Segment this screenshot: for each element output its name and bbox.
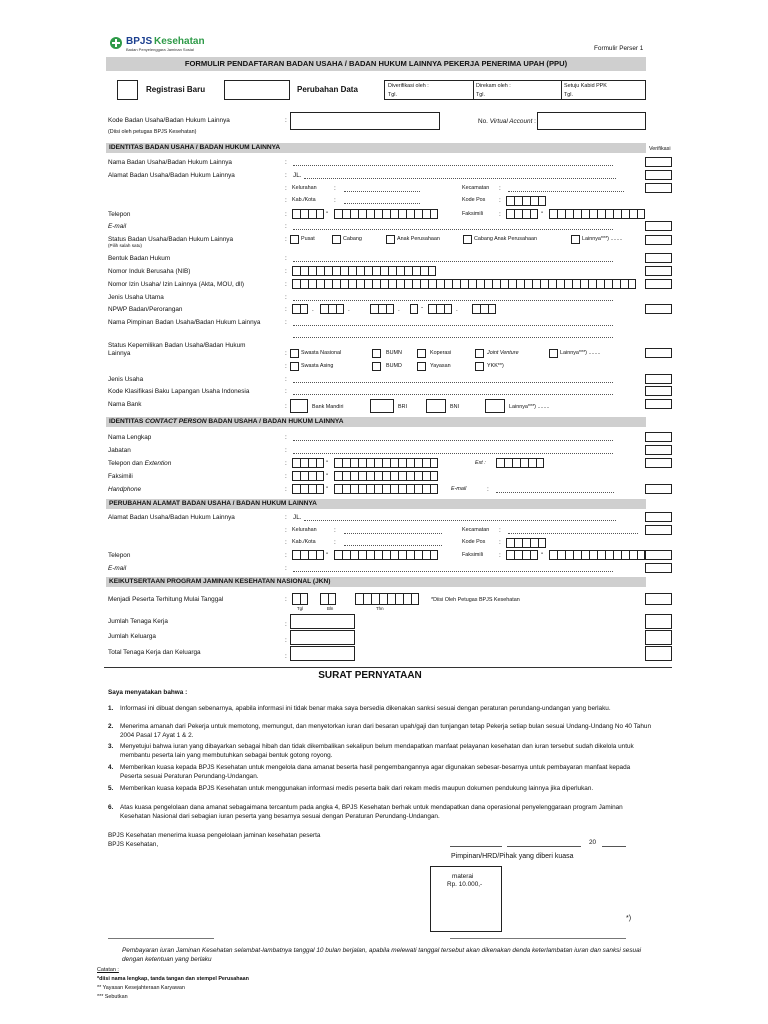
pa-alamat-label: Alamat Badan Usaha/Badan Hukum Lainnya [108, 514, 235, 521]
cp-faks-area-digits[interactable] [292, 471, 324, 481]
statement-title: SURAT PERNYATAAN [318, 670, 422, 681]
own-jv-checkbox[interactable] [475, 349, 484, 358]
statement-item-6-num: 6. [108, 804, 114, 811]
bank-mandiri-label: Bank Mandiri [312, 404, 344, 410]
alamat-line[interactable] [304, 173, 616, 179]
status-cabang-label: Cabang [343, 236, 362, 242]
footer-note: Pembayaran iuran Jaminan Kesehatan selambat-lambatnya tanggal 10 bulan berjalan, apabila melewati tanggal tersebut akan dikenakan denda keterlambatan iuran dan sanksi sesuai dengan ketentuan yang berlaku [122, 947, 642, 963]
cp-email-line[interactable] [496, 487, 614, 493]
statement-intro: Saya menyatakan bahwa : [108, 689, 188, 696]
dash: - [326, 458, 329, 465]
dash: - [541, 550, 544, 557]
colon: : [285, 527, 287, 534]
pimpinan-line[interactable] [293, 320, 613, 326]
logo-name-2: Kesehatan [154, 36, 205, 47]
kabkota-label: Kab./Kota [292, 197, 316, 203]
verif-box-19[interactable] [645, 525, 672, 535]
npwp-dot: . [312, 306, 314, 313]
status-lainnya-label: Lainnya***) ........ [582, 236, 623, 242]
verif-box-21[interactable] [645, 563, 672, 573]
npwp-digits-4[interactable] [410, 304, 418, 314]
setuju-tgl: Tgl. [564, 92, 573, 98]
statement-item-4-num: 4. [108, 764, 114, 771]
kode-note: (Diisi oleh petugas BPJS Kesehatan) [108, 129, 197, 135]
statement-item-2-text: Menerima amanah dari Pekerja untuk memotong, memungut, dan menyetorkan iuran dari besaran upah/gaji dan tunjangan tetap Pekerja setiap bulan sesuai Undang-Undang No 40 Tahun 2004 Pasal 17 Ayat 1 & 2. [120, 723, 651, 739]
email-label: E-mail [108, 223, 127, 230]
verif-box-11[interactable] [645, 374, 672, 384]
catatan-note-2: ** Yayasan Kesejahteraan Karyawan [97, 985, 185, 991]
own-bumd-label: BUMD [386, 363, 402, 369]
pa-alamat-line[interactable] [304, 515, 616, 521]
kodepos-digits[interactable] [506, 196, 546, 206]
status-label: Status Badan Usaha/Badan Hukum Lainnya [108, 236, 234, 243]
verif-box-18[interactable] [645, 512, 672, 522]
kepemilikan-label: Status Kepemilikan Badan Usaha/Badan Hukum [108, 342, 246, 349]
statement-item-5-text: Memberikan kuasa kepada BPJS Kesehatan untuk menggunakan informasi medis peserta baik dari rekam medis maupun dokumen pendukung lainnya jika diperlukan. [120, 785, 594, 792]
colon: : [285, 159, 287, 166]
va-prefix: No. [478, 118, 488, 125]
statement-item-2-num: 2. [108, 723, 114, 730]
own-jv-label: Joint Venture [487, 350, 519, 356]
verif-box-3[interactable] [645, 183, 672, 193]
verif-box-15[interactable] [645, 445, 672, 455]
npwp-dot: . [348, 306, 350, 313]
kode-colon: : [285, 117, 287, 124]
verif-box-10[interactable] [645, 348, 672, 358]
colon: : [334, 527, 336, 534]
status-note: (Pilih salah satu) [108, 243, 142, 248]
statement-item-5-num: 5. [108, 785, 114, 792]
statement-item-3-text: Menyetujui bahwa iuran yang dibayarkan sebagai hibah dan tidak dikembalikan sekalipun belum mendapatkan manfaat pelayanan kesehatan dan iuran tersebut sudah dikelola untuk membantu peserta lain yang membutuhkan sebagai bentuk gotong royong. [120, 743, 634, 759]
colon: : [285, 447, 287, 454]
verif-box-16[interactable] [645, 458, 672, 468]
colon: : [285, 172, 287, 179]
telepon-area-digits[interactable] [292, 209, 324, 219]
colon: : [285, 653, 287, 660]
diverifikasi-label: Diverifikasi oleh : [388, 83, 429, 89]
own-swasta-nasional-checkbox[interactable] [290, 349, 299, 358]
jkn-diisi-note: *Diisi Oleh Petugas BPJS Kesehatan [431, 597, 520, 603]
bank-bni-checkbox[interactable] [426, 399, 446, 413]
virtual-account-field[interactable] [537, 112, 646, 130]
cp-handphone-label: Handphone [108, 486, 142, 493]
nama-bu-label: Nama Badan Usaha/Badan Hukum Lainnya [108, 159, 232, 166]
colon: : [285, 486, 287, 493]
verif-box-23[interactable] [645, 614, 672, 629]
section-jkn-title: KEIKUTSERTAAN PROGRAM JAMINAN KESEHATAN NASIONAL (JKN) [106, 577, 646, 587]
own-koperasi-checkbox[interactable] [417, 349, 426, 358]
colon: : [285, 236, 287, 243]
statement-item-5 [108, 784, 653, 793]
pa-telepon-digits[interactable] [334, 550, 438, 560]
kode-label: Kode Badan Usaha/Badan Hukum Lainnya [108, 117, 230, 124]
nama-bu-line[interactable] [293, 160, 613, 166]
bank-bni-label: BNI [450, 404, 459, 410]
dash: - [541, 209, 544, 216]
colon: : [499, 539, 501, 546]
bank-bri-checkbox[interactable] [370, 399, 394, 413]
verif-box-25[interactable] [645, 646, 672, 661]
jenis-usaha-line[interactable] [293, 377, 613, 383]
kelurahan-label: Kelurahan [292, 185, 317, 191]
jkn-total-label: Total Tenaga Kerja dan Keluarga [108, 649, 201, 656]
cp-email-label: E-mail [451, 486, 467, 492]
bpjs-kesehatan-text: BPJS Kesehatan, [108, 841, 159, 848]
status-anak-checkbox[interactable] [386, 235, 395, 244]
faksimili-label: Faksimili [462, 211, 483, 217]
own-koperasi-label: Koperasi [430, 350, 452, 356]
materai-value: Rp. 10.000,- [447, 881, 483, 888]
statement-item-6-text: Atas kuasa pengelolaan dana amanat sebagaimana tercantum pada angka 4, BPJS Kesehatan berhak untuk mendapatkan dana operasional penyelenggaraan program Jaminan Kesehatan Nasional dari sebagian iuran peserta yang besarnya sesuai dengan Peraturan Perundang-Undangan. [120, 804, 623, 820]
own-bumd-checkbox[interactable] [372, 362, 381, 371]
jkn-keluarga-label: Jumlah Keluarga [108, 633, 156, 640]
direkam-label: Direkam oleh : [476, 83, 511, 89]
status-cabang-anak-checkbox[interactable] [463, 235, 472, 244]
verif-box-14[interactable] [645, 432, 672, 442]
diverifikasi-tgl: Tgl. [388, 92, 397, 98]
status-pusat-checkbox[interactable] [290, 235, 299, 244]
pimpinan-line-2[interactable] [293, 332, 613, 338]
kecamatan-label: Kecamatan [462, 185, 490, 191]
verif-box-7[interactable] [645, 266, 672, 276]
dash: - [326, 550, 329, 557]
colon: : [285, 434, 287, 441]
npwp-label: NPWP Badan/Perorangan [108, 306, 183, 313]
dash: - [326, 471, 329, 478]
logo-name: BPJS [126, 36, 153, 47]
va-text: Virtual Account [489, 118, 533, 125]
jkn-total-field[interactable] [290, 646, 355, 661]
date-line [507, 846, 581, 847]
section-identitas-title: IDENTITAS BADAN USAHA / BADAN HUKUM LAINNYA [106, 143, 646, 153]
logo-tagline: Badan Penyelenggara Jaminan Sosial [126, 47, 194, 52]
colon: : [285, 350, 287, 357]
colon: : [285, 306, 287, 313]
pa-telepon-area-digits[interactable] [292, 550, 324, 560]
cp-telepon-label-b: Extention [144, 460, 172, 467]
bpjs-kuasa-text: BPJS Kesehatan menerima kuasa pengelolaan jaminan kesehatan peserta [108, 832, 321, 839]
catatan-label: Catatan : [97, 967, 119, 973]
jkn-tgl-digits[interactable] [292, 593, 308, 605]
bpjs-logo-icon [108, 36, 124, 50]
verif-box-6[interactable] [645, 253, 672, 263]
own-yayasan-checkbox[interactable] [417, 362, 426, 371]
company-signature-line [450, 938, 626, 939]
statement-item-1-num: 1. [108, 705, 114, 712]
npwp-digits-2[interactable] [320, 304, 344, 314]
colon: : [285, 460, 287, 467]
cp-ext-label: Ext : [475, 460, 486, 466]
statement-item-6 [108, 803, 653, 821]
own-ykk-label: YKK**) [487, 363, 504, 369]
own-lainnya-label: Lainnya***) ........ [560, 350, 601, 356]
own-bumn-checkbox[interactable] [372, 349, 381, 358]
cp-nama-label: Nama Lengkap [108, 434, 152, 441]
pa-kabkota-line[interactable] [344, 540, 442, 546]
year-label: 20 [589, 839, 597, 846]
cp-telepon-digits[interactable] [334, 458, 438, 468]
jkn-tenaga-field[interactable] [290, 614, 355, 629]
colon: : [499, 552, 501, 559]
cp-hp-area-digits[interactable] [292, 484, 324, 494]
verification-table [384, 80, 646, 100]
jl-label: JL. [293, 172, 302, 179]
materai-label: materai [452, 873, 474, 880]
colon: : [285, 197, 287, 204]
verif-box-13[interactable] [645, 399, 672, 409]
kbli-label: Kode Klasifikasi Baku Lapangan Usaha Indonesia [108, 388, 250, 395]
npwp-dot: . [398, 306, 400, 313]
colon: : [285, 281, 287, 288]
perubahan-data-checkbox[interactable] [224, 80, 290, 100]
status-lainnya-checkbox[interactable] [571, 235, 580, 244]
cp-telepon-area-digits[interactable] [292, 458, 324, 468]
verif-box-2[interactable] [645, 170, 672, 180]
jkn-tenaga-label: Jumlah Tenaga Kerja [108, 618, 168, 625]
izin-label: Nomor Izin Usaha/ Izin Lainnya (Akta, MOU, dll) [108, 281, 245, 288]
va-label: No. Virtual Account : [478, 118, 536, 125]
verif-box-20[interactable] [645, 550, 672, 560]
colon: : [285, 596, 287, 603]
dash: - [326, 209, 329, 216]
verif-box-8[interactable] [645, 279, 672, 289]
npwp-digits-1[interactable] [292, 304, 308, 314]
bentuk-label: Bentuk Badan Hukum [108, 255, 171, 262]
cp-nama-line[interactable] [293, 435, 613, 441]
catatan-note-1: *diisi nama lengkap, tanda tangan dan stempel Perusahaan [97, 976, 249, 982]
jkn-bln-label: Bln [327, 606, 334, 611]
pa-kabkota-label: Kab./Kota [292, 539, 316, 545]
jkn-bln-digits[interactable] [320, 593, 336, 605]
kecamatan-line[interactable] [508, 186, 624, 192]
cp-faksimili-label: Faksimili [108, 473, 133, 480]
jkn-peserta-label: Menjadi Peserta Terhitung Mulai Tanggal [108, 596, 224, 603]
colon: : [285, 514, 287, 521]
status-anak-label: Anak Perusahaan [397, 236, 440, 242]
form-code: Formulir Perser 1 [594, 45, 644, 52]
colon: : [285, 319, 287, 326]
section-contact-title [106, 417, 646, 427]
place-line [450, 846, 502, 847]
setuju-label: Setuju Kabid PPK [564, 83, 607, 89]
nib-label: Nomor Induk Berusaha (NIB) [108, 268, 191, 275]
verif-box-12[interactable] [645, 386, 672, 396]
registrasi-baru-label: Registrasi Baru [146, 85, 206, 94]
verif-box-4[interactable] [645, 221, 672, 231]
colon: : [499, 527, 501, 534]
pa-faks-area-digits[interactable] [506, 550, 538, 560]
faks-area-digits[interactable] [506, 209, 538, 219]
bank-label: Nama Bank [108, 401, 142, 408]
colon: : [285, 185, 287, 192]
kode-field[interactable] [290, 112, 440, 130]
statement-item-3 [108, 742, 653, 760]
colon: : [285, 388, 287, 395]
perubahan-data-label: Perubahan Data [297, 85, 358, 94]
colon: : [285, 363, 287, 370]
statement-item-1 [108, 704, 653, 713]
npwp-digits-3[interactable] [370, 304, 394, 314]
own-swasta-asing-label: Swasta Asing [301, 363, 334, 369]
cp-ext-digits[interactable] [496, 458, 544, 468]
verif-box-22[interactable] [645, 593, 672, 605]
pa-email-line[interactable] [293, 566, 613, 572]
year-line [602, 846, 626, 847]
telepon-digits[interactable] [334, 209, 438, 219]
npwp-dot: . [456, 306, 458, 313]
pa-kodepos-label: Kode Pos [462, 539, 486, 545]
own-lainnya-checkbox[interactable] [549, 349, 558, 358]
colon: : [285, 473, 287, 480]
verif-box-9[interactable] [645, 304, 672, 314]
bank-bri-label: BRI [398, 404, 407, 410]
colon: : [285, 552, 287, 559]
status-cabang-anak-label: Cabang Anak Perusahaan [474, 236, 537, 242]
catatan-note-3: *** Sebutkan [97, 994, 128, 1000]
form-title: FORMULIR PENDAFTARAN BADAN USAHA / BADAN HUKUM LAINNYA PEKERJA PENERIMA UPAH (PPU) [106, 57, 646, 71]
npwp-digits-5[interactable] [428, 304, 452, 314]
verif-box-1[interactable] [645, 157, 672, 167]
jkn-keluarga-field[interactable] [290, 630, 355, 645]
direkam-tgl: Tgl. [476, 92, 485, 98]
jkn-thn-digits[interactable] [355, 593, 419, 605]
colon: : [334, 185, 336, 192]
jenis-usaha-label: Jenis Usaha [108, 376, 144, 383]
verif-box-17[interactable] [645, 484, 672, 494]
colon: : [285, 539, 287, 546]
colon: : [285, 211, 287, 218]
kodepos-label: Kode Pos [462, 197, 486, 203]
colon: : [334, 539, 336, 546]
pa-kelurahan-line[interactable] [344, 528, 442, 534]
jkn-thn-label: Thn [376, 606, 384, 611]
own-swasta-nasional-label: Swasta Nasional [301, 350, 342, 356]
cp-telepon-label [108, 460, 171, 467]
dash: - [326, 484, 329, 491]
cp-jabatan-line[interactable] [293, 448, 613, 454]
statement-item-4-text: Memberikan kuasa kepada BPJS Kesehatan untuk mengelola dana amanat beserta hasil pengembangannya agar digunakan sebesar-besarnya untuk pembayaran manfaat kepada Peserta sesuai Peraturan Perundang-Undangan. [120, 764, 631, 780]
alamat-label: Alamat Badan Usaha/Badan Hukum Lainnya [108, 172, 235, 179]
pimpinan-label: Pimpinan/HRD/Pihak yang diberi kuasa [451, 853, 574, 860]
verif-box-24[interactable] [645, 630, 672, 645]
pa-jl-label: JL. [293, 514, 302, 521]
pimpinan-label: Nama Pimpinan Badan Usaha/Badan Hukum Lainnya [108, 319, 261, 326]
colon: : [499, 185, 501, 192]
npwp-digits-6[interactable] [472, 304, 496, 314]
section-perubahan-title: PERUBAHAN ALAMAT BADAN USAHA / BADAN HUKUM LAINNYA [106, 499, 646, 509]
bank-lainnya-label: Lainnya***) ........ [509, 404, 550, 410]
telepon-label: Telepon [108, 211, 131, 218]
statement-item-4 [108, 763, 653, 781]
colon: : [487, 486, 489, 493]
status-cabang-checkbox[interactable] [332, 235, 341, 244]
verifikasi-label: Verifikasi [649, 146, 671, 152]
jkn-tgl-label: Tgl [297, 606, 304, 611]
bpjs-logo [108, 36, 228, 52]
bentuk-line[interactable] [293, 256, 613, 262]
colon: : [499, 211, 501, 218]
section-contact-title-b: CONTACT PERSON [145, 418, 207, 425]
kabkota-line[interactable] [344, 198, 420, 204]
own-bumn-label: BUMN [386, 350, 402, 356]
bank-lainnya-checkbox[interactable] [485, 399, 505, 413]
bank-mandiri-checkbox[interactable] [290, 399, 308, 413]
signature-star: *) [626, 915, 632, 922]
kelurahan-line[interactable] [344, 186, 420, 192]
colon: : [334, 197, 336, 204]
pa-kecamatan-line[interactable] [508, 528, 638, 534]
pa-kodepos-digits[interactable] [506, 538, 546, 548]
verif-box-5[interactable] [645, 235, 672, 245]
statement-divider [104, 667, 672, 668]
cp-jabatan-label: Jabatan [108, 447, 131, 454]
cp-hp-digits[interactable] [334, 484, 438, 494]
colon: : [285, 565, 287, 572]
izin-digits[interactable] [292, 279, 636, 289]
email-line[interactable] [293, 224, 613, 230]
kepemilikan-label-2: Lainnya [108, 350, 131, 357]
jenis-utama-label: Jenis Usaha Utama [108, 294, 164, 301]
colon: : [285, 637, 287, 644]
colon: : [499, 197, 501, 204]
pa-kelurahan-label: Kelurahan [292, 527, 317, 533]
section-contact-title-c: BADAN USAHA / BADAN HUKUM LAINNYA [208, 418, 344, 425]
colon: : [285, 621, 287, 628]
colon: : [285, 403, 287, 410]
colon: : [285, 376, 287, 383]
pa-email-label: E-mail [108, 565, 127, 572]
colon: : [285, 223, 287, 230]
nib-digits[interactable] [292, 266, 436, 276]
section-contact-title-a: IDENTITAS [109, 418, 144, 425]
kbli-line[interactable] [293, 389, 613, 395]
cp-faks-digits[interactable] [334, 471, 438, 481]
pa-kecamatan-label: Kecamatan [462, 527, 490, 533]
npwp-dash: - [421, 304, 424, 311]
own-ykk-checkbox[interactable] [475, 362, 484, 371]
cp-telepon-label-a: Telepon dan [108, 460, 143, 467]
colon: : [285, 294, 287, 301]
jenis-utama-line[interactable] [293, 295, 613, 301]
faks-digits[interactable] [549, 209, 645, 219]
own-swasta-asing-checkbox[interactable] [290, 362, 299, 371]
pa-faksimili-label: Faksimili [462, 552, 483, 558]
statement-item-1-text: Informasi ini dibuat dengan sebenarnya, apabila informasi ini tidak benar maka saya bersedia dikenakan sanksi sesuai dengan peraturan perundang-undangan yang berlaku. [120, 705, 611, 712]
status-pusat-label: Pusat [301, 236, 315, 242]
pa-telepon-label: Telepon [108, 552, 131, 559]
statement-item-3-num: 3. [108, 743, 114, 750]
bpjs-signature-line [108, 938, 214, 939]
colon: : [285, 268, 287, 275]
statement-item-2 [108, 722, 653, 740]
pa-faks-digits[interactable] [549, 550, 645, 560]
own-yayasan-label: Yayasan [430, 363, 451, 369]
registrasi-baru-checkbox[interactable] [117, 80, 138, 100]
colon: : [285, 255, 287, 262]
